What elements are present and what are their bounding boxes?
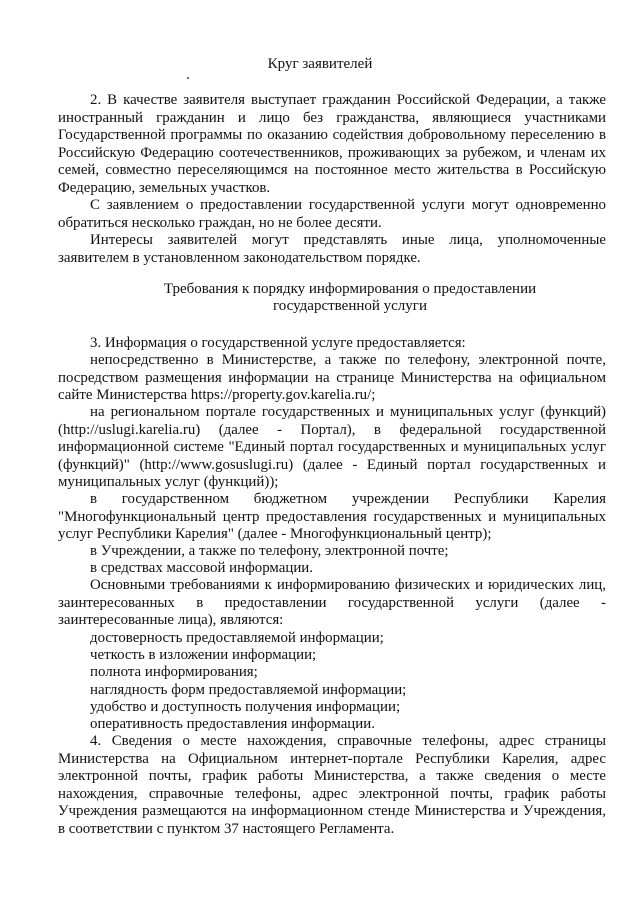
scan-speck [187, 77, 189, 79]
paragraph-mfc: в государственном бюджетном учреждении Республики Карелия "Многофункциональный центр предоставления государственных и муниципальных услуг Республики Карелия" (далее - Многофункциональный центр); [58, 491, 606, 543]
section-heading-information-requirements: Требования к порядку информирования о предоставлении государственной услуги [163, 281, 537, 314]
requirement-item: оперативность предоставления информации. [90, 716, 375, 732]
paragraph-4-location-info: 4. Сведения о месте нахождения, справочные телефоны, адрес страницы Министерства на Официальном интернет-портале Республики Карелия, адрес электронной почты, график работы Министерства, а также сведения о месте нахождения, справочные телефоны, адрес электронной почты, график работы Учреждения размещаются на информационном стенде Министерства и Учреждения, в соответствии с пунктом 37 настоящего Регламента. [58, 733, 606, 837]
paragraph-portals: на региональном портале государственных и муниципальных услуг (функций) (http://uslugi.karelia.ru) (далее - Портал), в федеральной государственной информационной системе "Единый портал государственных и муниципальных услуг (функций)" (http://www.gosuslugi.ru) (далее - Единый портал государственных и муниципальных услуг (функций)); [58, 404, 606, 491]
paragraph-joint-application: С заявлением о предоставлении государственной услуги могут одновременно обратиться несколько граждан, но не более десяти. [58, 197, 606, 231]
paragraph-ministry-channels: непосредственно в Министерстве, а также по телефону, электронной почте, посредством размещения информации на странице Министерства на официальном сайте Министерства https://property.gov.karelia.ru/; [58, 352, 606, 404]
paragraph-representatives: Интересы заявителей могут представлять иные лица, уполномоченные заявителем в установленном законодательством порядке. [58, 232, 606, 266]
section-heading-applicants: Круг заявителей [267, 56, 373, 72]
requirement-item: удобство и доступность получения информации; [90, 699, 401, 715]
requirement-item: четкость в изложении информации; [90, 647, 317, 663]
paragraph-requirements-intro: Основными требованиями к информированию физических и юридических лиц, заинтересованных в предоставлении государственной услуги (далее - заинтересованные лица), являются: [58, 577, 606, 629]
paragraph-mass-media: в средствах массовой информации. [90, 560, 313, 576]
paragraph-institution: в Учреждении, а также по телефону, электронной почте; [90, 543, 449, 559]
requirement-item: полнота информирования; [90, 664, 258, 680]
paragraph-2-applicants: 2. В качестве заявителя выступает гражданин Российской Федерации, а также иностранный гражданин и лицо без гражданства, являющиеся участниками Государственной программы по оказанию содействия добровольному переселению в Российскую Федерацию соотечественников, проживающих за рубежом, и членам их семей, совместно переселяющимся на постоянное место жительства в Российскую Федерацию, земельных участков. [58, 92, 606, 196]
paragraph-3-intro: 3. Информация о государственной услуге предоставляется: [90, 335, 466, 351]
requirement-item: достоверность предоставляемой информации; [90, 630, 384, 646]
requirement-item: наглядность форм предоставляемой информации; [90, 682, 407, 698]
